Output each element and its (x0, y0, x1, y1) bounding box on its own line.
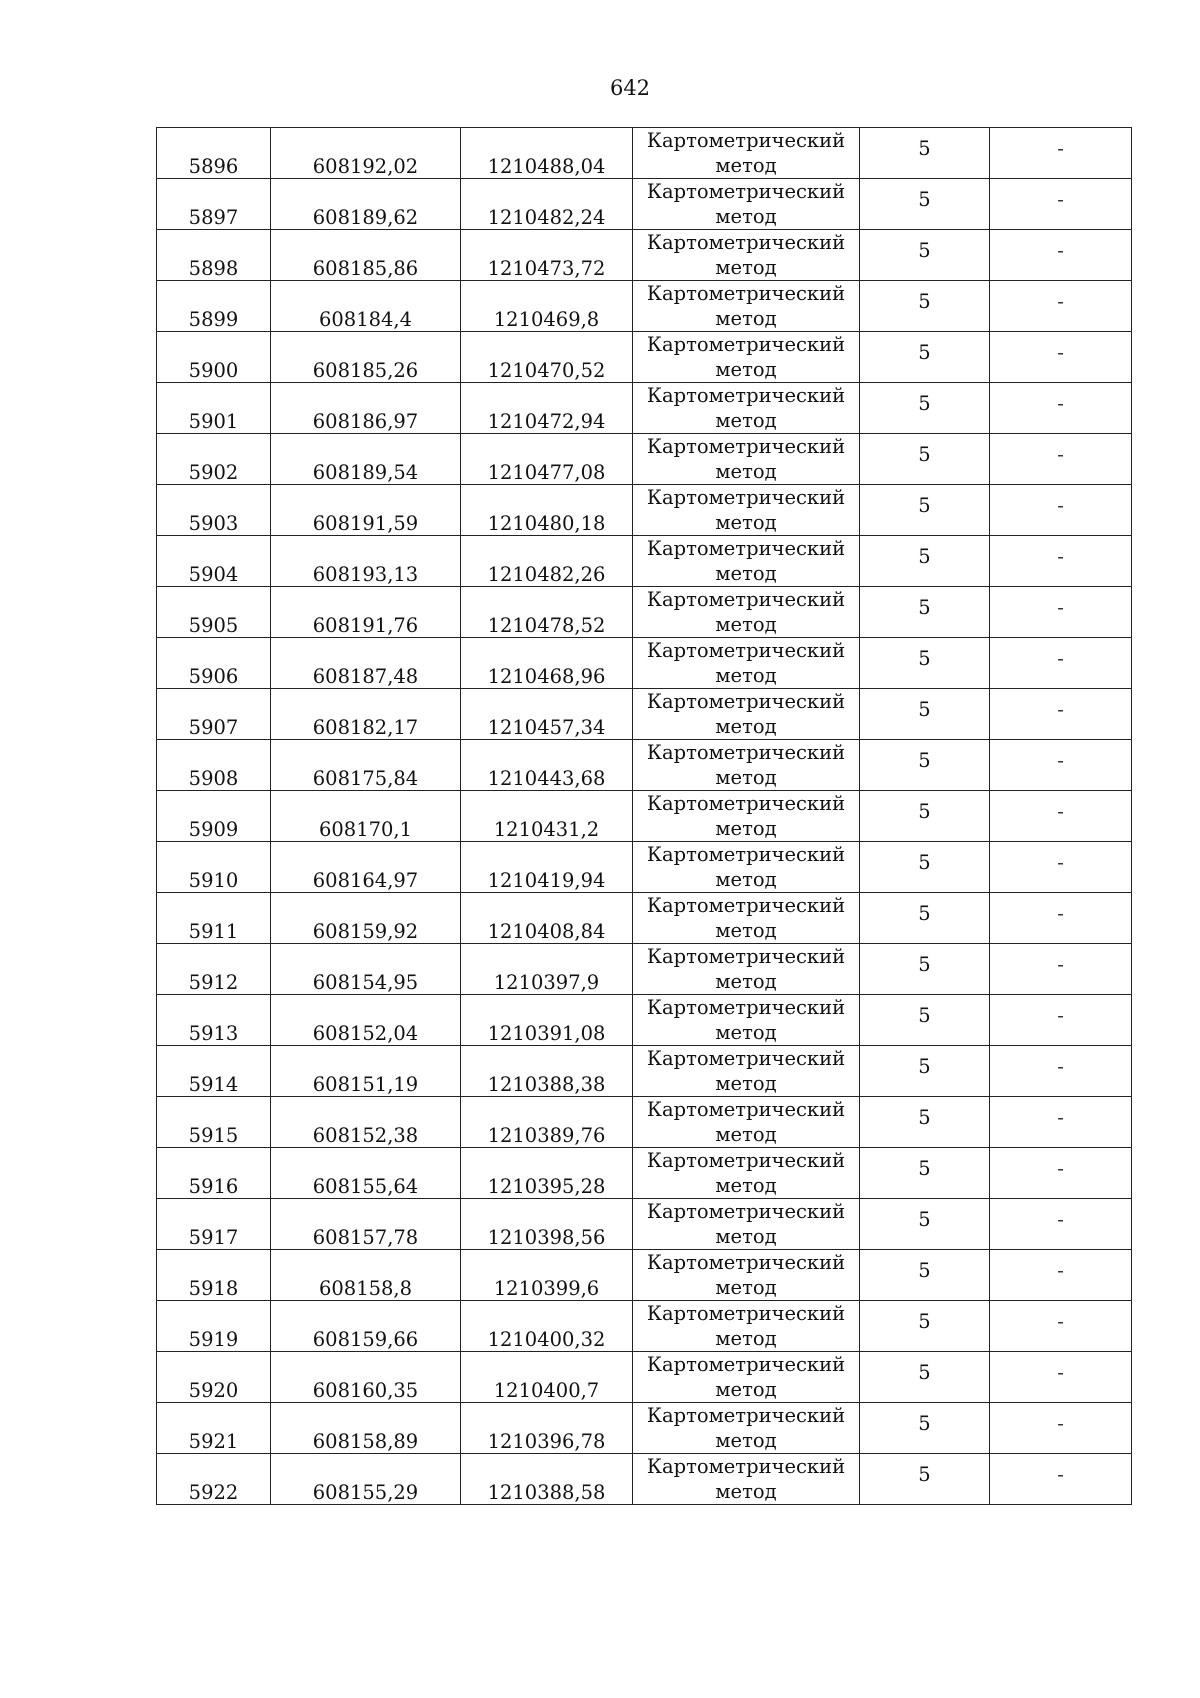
note-cell: - (990, 281, 1132, 332)
method-line-2: метод (715, 1327, 777, 1350)
x-coordinate-cell: 608191,76 (271, 587, 461, 638)
y-coordinate-cell: 1210488,04 (461, 128, 633, 179)
x-coordinate-cell: 608159,92 (271, 893, 461, 944)
x-coordinate-cell: 608151,19 (271, 1046, 461, 1097)
method-line-1: Картометрический (646, 435, 846, 458)
table-row (157, 230, 1132, 281)
y-coordinate-cell: 1210457,34 (461, 689, 633, 740)
accuracy-cell: 5 (860, 230, 990, 281)
method-line-2: метод (715, 613, 777, 636)
accuracy-cell: 5 (860, 1148, 990, 1199)
y-coordinate-cell: 1210469,8 (461, 281, 633, 332)
x-coordinate-cell: 608187,48 (271, 638, 461, 689)
accuracy-cell: 5 (860, 1250, 990, 1301)
method-cell (633, 1454, 860, 1505)
note-cell: - (990, 128, 1132, 179)
table-row (157, 281, 1132, 332)
table-row (157, 1250, 1132, 1301)
y-coordinate-cell: 1210470,52 (461, 332, 633, 383)
method-cell (633, 893, 860, 944)
method-cell (633, 179, 860, 230)
method-line-1: Картометрический (646, 1251, 846, 1274)
accuracy-cell: 5 (860, 1097, 990, 1148)
note-cell: - (990, 689, 1132, 740)
method-line-2: метод (715, 1225, 777, 1248)
note-cell: - (990, 383, 1132, 434)
x-coordinate-cell: 608189,62 (271, 179, 461, 230)
x-coordinate-cell: 608170,1 (271, 791, 461, 842)
accuracy-cell: 5 (860, 1199, 990, 1250)
method-cell (633, 1199, 860, 1250)
table-row (157, 485, 1132, 536)
y-coordinate-cell: 1210396,78 (461, 1403, 633, 1454)
method-line-1: Картометрический (646, 1098, 846, 1121)
x-coordinate-cell: 608160,35 (271, 1352, 461, 1403)
y-coordinate-cell: 1210397,9 (461, 944, 633, 995)
method-line-2: метод (715, 460, 777, 483)
x-coordinate-cell: 608182,17 (271, 689, 461, 740)
method-cell (633, 842, 860, 893)
method-line-2: метод (715, 1378, 777, 1401)
accuracy-cell: 5 (860, 689, 990, 740)
point-number-cell: 5917 (157, 1199, 271, 1250)
coordinates-table (156, 127, 1132, 1505)
note-cell: - (990, 740, 1132, 791)
point-number-cell: 5921 (157, 1403, 271, 1454)
method-line-1: Картометрический (646, 1200, 846, 1223)
accuracy-cell: 5 (860, 1454, 990, 1505)
y-coordinate-cell: 1210391,08 (461, 995, 633, 1046)
table-row (157, 1097, 1132, 1148)
method-cell (633, 740, 860, 791)
x-coordinate-cell: 608184,4 (271, 281, 461, 332)
point-number-cell: 5912 (157, 944, 271, 995)
point-number-cell: 5919 (157, 1301, 271, 1352)
x-coordinate-cell: 608152,38 (271, 1097, 461, 1148)
method-line-2: метод (715, 409, 777, 432)
point-number-cell: 5905 (157, 587, 271, 638)
point-number-cell: 5896 (157, 128, 271, 179)
note-cell: - (990, 1454, 1132, 1505)
y-coordinate-cell: 1210472,94 (461, 383, 633, 434)
table-row (157, 791, 1132, 842)
table-row (157, 638, 1132, 689)
accuracy-cell: 5 (860, 740, 990, 791)
table-row (157, 995, 1132, 1046)
method-line-1: Картометрический (646, 1047, 846, 1070)
y-coordinate-cell: 1210482,26 (461, 536, 633, 587)
method-line-1: Картометрический (646, 1149, 846, 1172)
table-row (157, 740, 1132, 791)
method-line-2: метод (715, 307, 777, 330)
table-row (157, 1046, 1132, 1097)
accuracy-cell: 5 (860, 485, 990, 536)
accuracy-cell: 5 (860, 1403, 990, 1454)
note-cell: - (990, 791, 1132, 842)
table-row (157, 1148, 1132, 1199)
x-coordinate-cell: 608159,66 (271, 1301, 461, 1352)
method-line-1: Картометрический (646, 639, 846, 662)
y-coordinate-cell: 1210389,76 (461, 1097, 633, 1148)
method-line-1: Картометрический (646, 384, 846, 407)
point-number-cell: 5915 (157, 1097, 271, 1148)
method-line-2: метод (715, 1021, 777, 1044)
y-coordinate-cell: 1210388,38 (461, 1046, 633, 1097)
table-row (157, 179, 1132, 230)
method-line-1: Картометрический (646, 129, 846, 152)
note-cell: - (990, 638, 1132, 689)
point-number-cell: 5898 (157, 230, 271, 281)
point-number-cell: 5904 (157, 536, 271, 587)
method-cell (633, 1301, 860, 1352)
method-cell (633, 1148, 860, 1199)
point-number-cell: 5914 (157, 1046, 271, 1097)
accuracy-cell: 5 (860, 434, 990, 485)
x-coordinate-cell: 608186,97 (271, 383, 461, 434)
note-cell: - (990, 842, 1132, 893)
method-cell (633, 587, 860, 638)
y-coordinate-cell: 1210419,94 (461, 842, 633, 893)
note-cell: - (990, 1403, 1132, 1454)
method-cell (633, 536, 860, 587)
x-coordinate-cell: 608154,95 (271, 944, 461, 995)
accuracy-cell: 5 (860, 536, 990, 587)
x-coordinate-cell: 608155,64 (271, 1148, 461, 1199)
x-coordinate-cell: 608155,29 (271, 1454, 461, 1505)
note-cell: - (990, 536, 1132, 587)
y-coordinate-cell: 1210408,84 (461, 893, 633, 944)
method-line-2: метод (715, 970, 777, 993)
method-cell (633, 995, 860, 1046)
method-line-1: Картометрический (646, 792, 846, 815)
note-cell: - (990, 1046, 1132, 1097)
note-cell: - (990, 944, 1132, 995)
method-cell (633, 791, 860, 842)
method-line-1: Картометрический (646, 741, 846, 764)
method-line-1: Картометрический (646, 1455, 846, 1478)
accuracy-cell: 5 (860, 281, 990, 332)
method-line-2: метод (715, 256, 777, 279)
method-line-2: метод (715, 1276, 777, 1299)
method-cell (633, 128, 860, 179)
method-cell (633, 1097, 860, 1148)
point-number-cell: 5918 (157, 1250, 271, 1301)
point-number-cell: 5900 (157, 332, 271, 383)
accuracy-cell: 5 (860, 893, 990, 944)
method-line-1: Картометрический (646, 180, 846, 203)
method-line-1: Картометрический (646, 690, 846, 713)
method-line-1: Картометрический (646, 333, 846, 356)
method-cell (633, 1046, 860, 1097)
y-coordinate-cell: 1210400,32 (461, 1301, 633, 1352)
note-cell: - (990, 1250, 1132, 1301)
table-row (157, 1199, 1132, 1250)
method-line-2: метод (715, 868, 777, 891)
point-number-cell: 5911 (157, 893, 271, 944)
y-coordinate-cell: 1210443,68 (461, 740, 633, 791)
x-coordinate-cell: 608152,04 (271, 995, 461, 1046)
y-coordinate-cell: 1210473,72 (461, 230, 633, 281)
note-cell: - (990, 893, 1132, 944)
y-coordinate-cell: 1210431,2 (461, 791, 633, 842)
y-coordinate-cell: 1210388,58 (461, 1454, 633, 1505)
y-coordinate-cell: 1210480,18 (461, 485, 633, 536)
accuracy-cell: 5 (860, 1352, 990, 1403)
method-line-1: Картометрический (646, 537, 846, 560)
note-cell: - (990, 485, 1132, 536)
point-number-cell: 5909 (157, 791, 271, 842)
method-line-1: Картометрический (646, 1353, 846, 1376)
accuracy-cell: 5 (860, 842, 990, 893)
table-row (157, 1352, 1132, 1403)
table-row (157, 1301, 1132, 1352)
y-coordinate-cell: 1210398,56 (461, 1199, 633, 1250)
method-line-2: метод (715, 919, 777, 942)
table-row (157, 128, 1132, 179)
method-line-2: метод (715, 358, 777, 381)
method-line-2: метод (715, 1174, 777, 1197)
point-number-cell: 5922 (157, 1454, 271, 1505)
point-number-cell: 5906 (157, 638, 271, 689)
y-coordinate-cell: 1210478,52 (461, 587, 633, 638)
note-cell: - (990, 179, 1132, 230)
accuracy-cell: 5 (860, 383, 990, 434)
y-coordinate-cell: 1210477,08 (461, 434, 633, 485)
x-coordinate-cell: 608158,8 (271, 1250, 461, 1301)
table-row (157, 587, 1132, 638)
method-cell (633, 689, 860, 740)
x-coordinate-cell: 608192,02 (271, 128, 461, 179)
y-coordinate-cell: 1210468,96 (461, 638, 633, 689)
table-row (157, 332, 1132, 383)
point-number-cell: 5901 (157, 383, 271, 434)
table-row (157, 434, 1132, 485)
method-line-2: метод (715, 1072, 777, 1095)
note-cell: - (990, 1199, 1132, 1250)
point-number-cell: 5902 (157, 434, 271, 485)
accuracy-cell: 5 (860, 332, 990, 383)
note-cell: - (990, 1301, 1132, 1352)
point-number-cell: 5916 (157, 1148, 271, 1199)
method-line-1: Картометрический (646, 945, 846, 968)
x-coordinate-cell: 608164,97 (271, 842, 461, 893)
note-cell: - (990, 995, 1132, 1046)
method-cell (633, 638, 860, 689)
x-coordinate-cell: 608185,26 (271, 332, 461, 383)
method-line-1: Картометрический (646, 231, 846, 254)
x-coordinate-cell: 608175,84 (271, 740, 461, 791)
note-cell: - (990, 1097, 1132, 1148)
note-cell: - (990, 1148, 1132, 1199)
table-row (157, 536, 1132, 587)
method-cell (633, 383, 860, 434)
table-row (157, 689, 1132, 740)
method-line-1: Картометрический (646, 1404, 846, 1427)
method-line-1: Картометрический (646, 894, 846, 917)
method-cell (633, 281, 860, 332)
point-number-cell: 5908 (157, 740, 271, 791)
table-row (157, 944, 1132, 995)
x-coordinate-cell: 608189,54 (271, 434, 461, 485)
x-coordinate-cell: 608191,59 (271, 485, 461, 536)
page-number: 642 (609, 76, 651, 100)
accuracy-cell: 5 (860, 587, 990, 638)
method-line-1: Картометрический (646, 486, 846, 509)
accuracy-cell: 5 (860, 1046, 990, 1097)
accuracy-cell: 5 (860, 179, 990, 230)
method-line-2: метод (715, 562, 777, 585)
x-coordinate-cell: 608193,13 (271, 536, 461, 587)
y-coordinate-cell: 1210482,24 (461, 179, 633, 230)
method-cell (633, 230, 860, 281)
table-row (157, 842, 1132, 893)
method-cell (633, 485, 860, 536)
method-line-1: Картометрический (646, 588, 846, 611)
method-line-2: метод (715, 817, 777, 840)
note-cell: - (990, 434, 1132, 485)
x-coordinate-cell: 608158,89 (271, 1403, 461, 1454)
point-number-cell: 5899 (157, 281, 271, 332)
note-cell: - (990, 587, 1132, 638)
method-line-1: Картометрический (646, 996, 846, 1019)
y-coordinate-cell: 1210400,7 (461, 1352, 633, 1403)
method-line-2: метод (715, 1480, 777, 1503)
point-number-cell: 5920 (157, 1352, 271, 1403)
method-cell (633, 1352, 860, 1403)
table-row (157, 893, 1132, 944)
method-cell (633, 332, 860, 383)
table-row (157, 1454, 1132, 1505)
method-line-1: Картометрический (646, 1302, 846, 1325)
method-line-2: метод (715, 1123, 777, 1146)
accuracy-cell: 5 (860, 944, 990, 995)
accuracy-cell: 5 (860, 1301, 990, 1352)
method-line-2: метод (715, 205, 777, 228)
accuracy-cell: 5 (860, 995, 990, 1046)
coordinates-table-body (157, 128, 1132, 1505)
method-cell (633, 434, 860, 485)
point-number-cell: 5897 (157, 179, 271, 230)
y-coordinate-cell: 1210395,28 (461, 1148, 633, 1199)
point-number-cell: 5910 (157, 842, 271, 893)
x-coordinate-cell: 608157,78 (271, 1199, 461, 1250)
method-cell (633, 1250, 860, 1301)
x-coordinate-cell: 608185,86 (271, 230, 461, 281)
point-number-cell: 5903 (157, 485, 271, 536)
table-row (157, 383, 1132, 434)
note-cell: - (990, 1352, 1132, 1403)
method-line-1: Картометрический (646, 843, 846, 866)
accuracy-cell: 5 (860, 128, 990, 179)
note-cell: - (990, 332, 1132, 383)
point-number-cell: 5907 (157, 689, 271, 740)
method-line-2: метод (715, 664, 777, 687)
method-line-2: метод (715, 511, 777, 534)
method-cell (633, 1403, 860, 1454)
accuracy-cell: 5 (860, 791, 990, 842)
accuracy-cell: 5 (860, 638, 990, 689)
method-line-2: метод (715, 154, 777, 177)
method-line-2: метод (715, 715, 777, 738)
method-cell (633, 944, 860, 995)
point-number-cell: 5913 (157, 995, 271, 1046)
table-row (157, 1403, 1132, 1454)
note-cell: - (990, 230, 1132, 281)
y-coordinate-cell: 1210399,6 (461, 1250, 633, 1301)
method-line-2: метод (715, 1429, 777, 1452)
method-line-2: метод (715, 766, 777, 789)
method-line-1: Картометрический (646, 282, 846, 305)
